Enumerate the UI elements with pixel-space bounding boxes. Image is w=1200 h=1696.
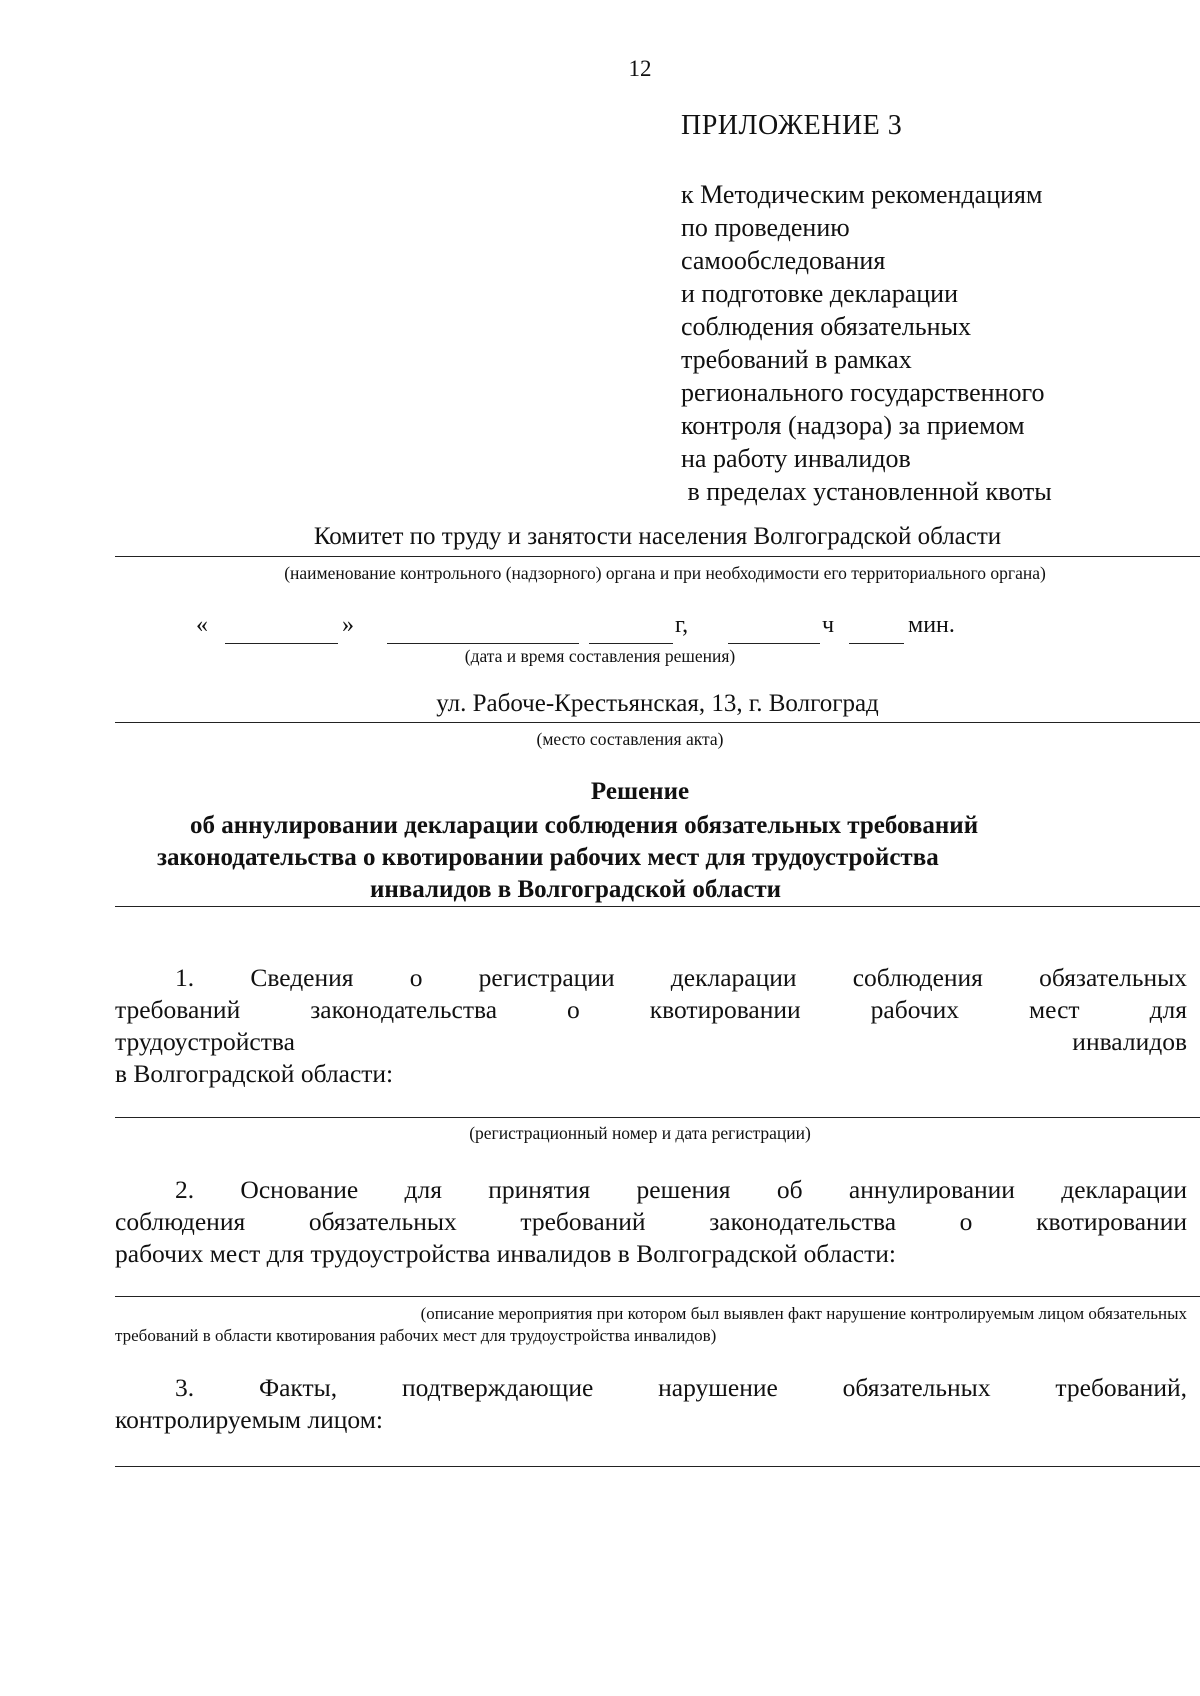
time-minute-suffix: мин. (908, 612, 955, 638)
authority-caption: (наименование контрольного (надзорного) органа и при необходимости его территориального органа) (284, 563, 1046, 583)
section1-line: 1. Сведения о регистрации декларации соблюдения обязательных (175, 963, 1187, 992)
section2-line: соблюдения обязательных требований законодательства о квотировании (115, 1207, 1187, 1236)
time-minute-blank[interactable] (849, 643, 904, 644)
section1-line: в Волгоградской области: (115, 1059, 394, 1088)
decision-line: об аннулировании декларации соблюдения обязательных требований (190, 812, 979, 839)
decision-line: инвалидов в Волгоградской области (370, 876, 781, 903)
appendix-line: самообследования (681, 246, 886, 275)
place-underline (115, 722, 1200, 723)
appendix-title: ПРИЛОЖЕНИЕ 3 (681, 110, 903, 141)
appendix-line: по проведению (681, 213, 850, 242)
date-close-quote: » (342, 612, 354, 638)
authority-name: Комитет по труду и занятости населения Волгоградской области (313, 523, 1002, 550)
section1-line: требований законодательства о квотировании рабочих мест для (115, 995, 1187, 1024)
section1-line: трудоустройства инвалидов (115, 1027, 1187, 1056)
section1-caption: (регистрационный номер и дата регистрации) (469, 1123, 811, 1143)
date-day-blank[interactable] (225, 643, 338, 644)
appendix-line: требований в рамках (681, 345, 912, 374)
section2-answer-line[interactable] (115, 1296, 1200, 1297)
appendix-subtitle (681, 178, 1052, 508)
section1-answer-line[interactable] (115, 1117, 1200, 1118)
date-year-suffix: г, (675, 612, 689, 638)
time-hour-blank[interactable] (728, 643, 820, 644)
decision-line: законодательства о квотировании рабочих мест для трудоустройства (157, 844, 939, 871)
section2-line: рабочих мест для трудоустройства инвалидов в Волгоградской области: (115, 1239, 896, 1268)
date-month-blank[interactable] (387, 643, 579, 644)
decision-title: Решение (590, 778, 690, 805)
section2-caption: (описание мероприятия при котором был выявлен факт нарушение контролируемым лицом обязательных (420, 1304, 1187, 1323)
appendix-line: и подготовке декларации (681, 279, 958, 308)
section3-line: 3. Факты, подтверждающие нарушение обязательных требований, (175, 1373, 1187, 1402)
date-year-blank[interactable] (589, 643, 673, 644)
page-number: 12 (628, 56, 652, 81)
section2-line: 2. Основание для принятия решения об аннулировании декларации (175, 1175, 1187, 1204)
appendix-line: контроля (надзора) за приемом (681, 411, 1025, 440)
appendix-line: в пределах установленной квоты (681, 477, 1052, 506)
datetime-caption: (дата и время составления решения) (464, 646, 736, 666)
section3-line: контролируемым лицом: (115, 1405, 383, 1434)
date-open-quote: « (196, 612, 208, 638)
appendix-line: регионального государственного (681, 378, 1045, 407)
appendix-line: к Методическим рекомендациям (681, 180, 1043, 209)
place-caption: (место составления акта) (536, 729, 724, 749)
time-hour-suffix: ч (822, 612, 835, 638)
place-address: ул. Рабоче-Крестьянская, 13, г. Волгоград (436, 690, 879, 717)
section2-caption: требований в области квотирования рабочих мест для трудоустройства инвалидов) (115, 1326, 717, 1345)
decision-underline (115, 906, 1200, 907)
appendix-line: на работу инвалидов (681, 444, 911, 473)
authority-underline (115, 556, 1200, 557)
appendix-line: соблюдения обязательных (681, 312, 972, 341)
section3-answer-line[interactable] (115, 1466, 1200, 1467)
